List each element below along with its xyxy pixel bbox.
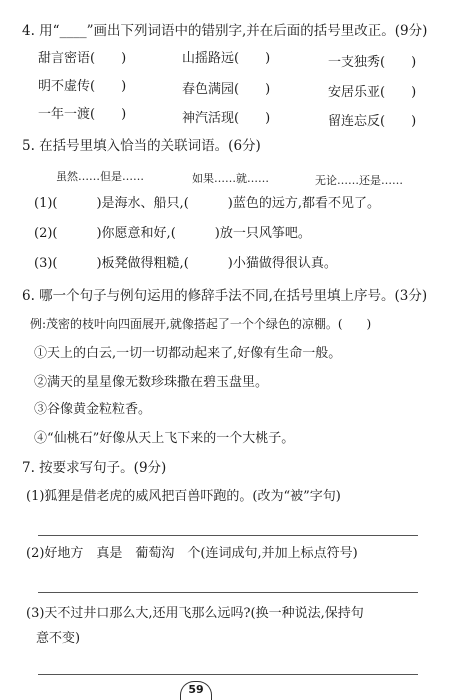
q7-item-1: (1)狐狸是借老虎的威风把百兽吓跑的。(改为“被”字句) — [26, 489, 341, 504]
page-number-badge: 59 — [180, 681, 212, 700]
q5-option-3: 无论……还是…… — [315, 174, 403, 187]
q6-item-3: ③谷像黄金粒粒香。 — [34, 402, 152, 417]
q4-word-1-2: 山摇路远( ) — [182, 51, 271, 66]
q4-word-3-3: 留连忘反( ) — [328, 114, 417, 129]
q4-word-2-2: 春色满园( ) — [182, 82, 271, 97]
q5-option-1: 虽然……但是…… — [56, 170, 144, 183]
q7-answer-line-2[interactable] — [38, 592, 418, 593]
q4-word-2-3: 安居乐亚( ) — [328, 85, 417, 100]
q7-item-3-cont: 意不变) — [36, 631, 81, 646]
q6-item-1: ①天上的白云,一切一切都动起来了,好像有生命一般。 — [34, 346, 342, 361]
q4-word-1-1: 甜言密语( ) — [38, 51, 127, 66]
q7-item-2: (2)好地方 真是 葡萄沟 个(连词成句,并加上标点符号) — [26, 546, 358, 561]
q6-item-2: ②满天的星星像无数珍珠撒在碧玉盘里。 — [34, 375, 269, 390]
q7-item-3: (3)天不过井口那么大,还用飞那么远吗?(换一种说法,保持句 — [26, 606, 364, 621]
q6-example: 例:茂密的枝叶向四面展开,就像搭起了一个个绿色的凉棚。( ) — [30, 317, 372, 331]
question-5-title: 5. 在括号里填入恰当的关联词语。(6分) — [22, 138, 261, 154]
question-7-title: 7. 按要求写句子。(9分) — [22, 460, 167, 476]
question-4-title: 4. 用“____”画出下列词语中的错别字,并在后面的括号里改正。(9分) — [22, 23, 428, 39]
question-6-title: 6. 哪一个句子与例句运用的修辞手法不同,在括号里填上序号。(3分) — [22, 288, 428, 304]
q5-item-1: (1)( )是海水、船只,( )蓝色的远方,都看不见了。 — [34, 196, 380, 211]
q7-answer-line-1[interactable] — [38, 535, 418, 536]
q5-item-3: (3)( )板凳做得粗糙,( )小猫做得很认真。 — [34, 256, 337, 271]
q4-word-1-3: 一支独秀( ) — [328, 55, 417, 70]
q5-item-2: (2)( )你愿意和好,( )放一只风筝吧。 — [34, 226, 311, 241]
q5-option-2: 如果……就…… — [192, 172, 269, 185]
q6-item-4: ④“仙桃石”好像从天上飞下来的一个大桃子。 — [34, 431, 295, 446]
q4-word-3-1: 一年一渡( ) — [38, 107, 127, 122]
q4-word-3-2: 神汽活现( ) — [182, 111, 271, 126]
q4-word-2-1: 明不虚传( ) — [38, 79, 127, 94]
q7-answer-line-3[interactable] — [38, 674, 418, 675]
